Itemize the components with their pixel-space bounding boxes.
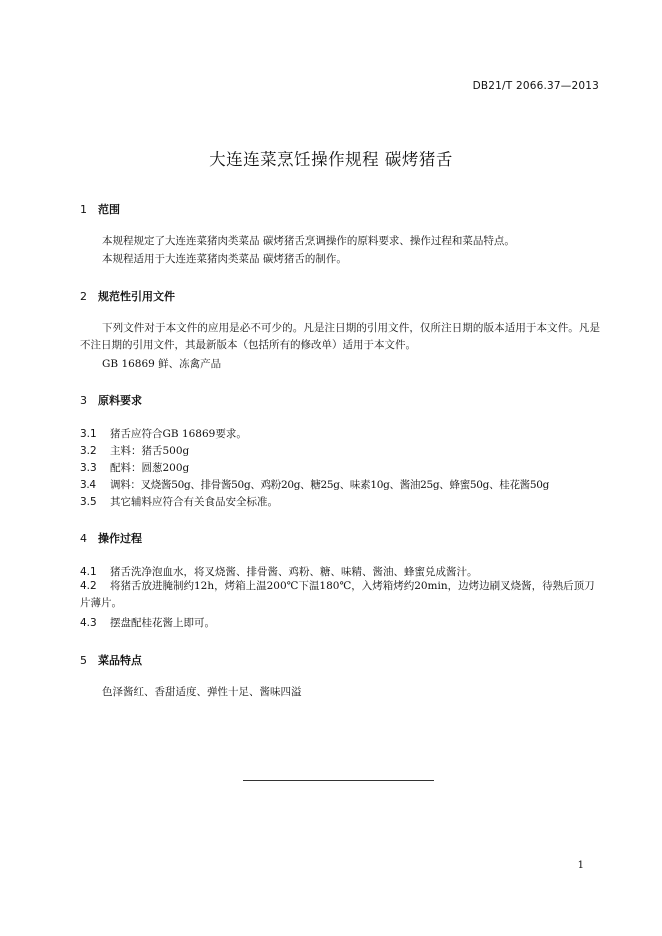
clause-3-4	[80, 477, 549, 492]
clause-number: 3.5	[80, 496, 97, 508]
clause-number: 4.1	[80, 566, 97, 578]
clause-text: 将猪舌放进腌制约12h，烤箱上温200℃下温180℃，入烤箱烤约20min，边烤边刷叉烧酱，待熟后顶刀片薄片。	[80, 580, 595, 609]
end-rule	[243, 780, 434, 781]
clause-text: 主料：猪舌500g	[110, 445, 190, 457]
section-title: 操作过程	[98, 532, 142, 545]
section-1-paragraph-1: 本规程规定了大连连菜猪肉类菜品 碳烤猪舌烹调操作的原料要求、操作过程和菜品特点。	[102, 235, 515, 247]
document-title: 大连连菜烹饪操作规程 碳烤猪舌	[209, 150, 453, 169]
clause-text: 其它辅料应符合有关食品安全标准。	[110, 496, 278, 508]
section-2-paragraph: 下列文件对于本文件的应用是必不可少的。凡是注日期的引用文件，仅所注日期的版本适用于本文件。凡是不注日期的引用文件，其最新版本（包括所有的修改单）适用于本文件。	[80, 322, 600, 351]
section-5-heading	[80, 652, 142, 668]
clause-number: 3.3	[80, 462, 97, 474]
clause-number: 4.2	[80, 580, 97, 592]
clause-number: 3.1	[80, 428, 97, 440]
section-title: 范围	[98, 203, 120, 216]
clause-3-1	[80, 426, 247, 441]
clause-3-5	[80, 494, 278, 509]
clause-text: 猪舌应符合GB 16869要求。	[110, 428, 247, 440]
clause-text: 配料：圆葱200g	[110, 462, 190, 474]
section-number: 5	[80, 654, 87, 667]
clause-4-1	[80, 564, 478, 579]
section-5-paragraph: 色泽酱红、香甜适度、弹性十足、酱味四溢	[102, 686, 302, 698]
clause-text: 猪舌洗净泡血水，将叉烧酱、排骨酱、鸡粉、糖、味精、酱油、蜂蜜兑成酱汁。	[110, 566, 478, 578]
clause-number: 3.4	[80, 479, 96, 491]
clause-text: 摆盘配桂花酱上即可。	[110, 617, 215, 629]
clause-number: 4.3	[80, 617, 97, 629]
clause-4-2	[80, 578, 600, 612]
normative-reference: GB 16869 鲜、冻禽产品	[102, 358, 222, 370]
section-4-heading	[80, 530, 142, 546]
section-number: 3	[80, 394, 87, 407]
section-number: 4	[80, 532, 87, 545]
section-1-heading	[80, 201, 120, 217]
clause-3-2	[80, 443, 189, 458]
clause-3-3	[80, 460, 189, 475]
page-number: 1	[577, 860, 584, 871]
standard-number: DB21/T 2066.37—2013	[472, 80, 599, 92]
section-number: 2	[80, 290, 87, 303]
clause-number: 3.2	[80, 445, 97, 457]
clause-4-3	[80, 615, 215, 630]
section-title: 规范性引用文件	[98, 290, 175, 303]
section-2-heading	[80, 288, 175, 304]
section-1-paragraph-2: 本规程适用于大连连菜猪肉类菜品 碳烤猪舌的制作。	[102, 253, 347, 265]
section-3-heading	[80, 392, 142, 408]
clause-text: 调料：叉烧酱50g、排骨酱50g、鸡粉20g、糖25g、味素10g、酱油25g、蜂蜜50g、桂花酱50g	[110, 479, 550, 491]
section-title: 原料要求	[98, 394, 142, 407]
section-title: 菜品特点	[98, 654, 142, 667]
section-number: 1	[80, 203, 87, 216]
